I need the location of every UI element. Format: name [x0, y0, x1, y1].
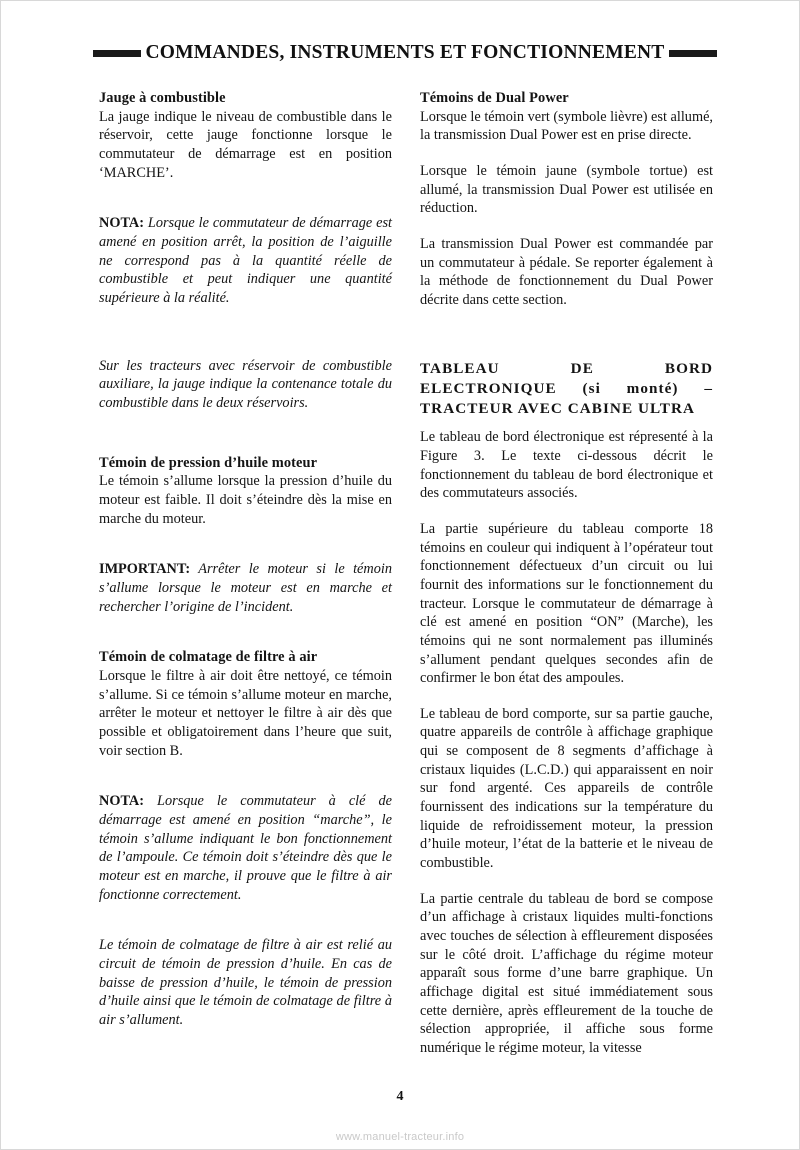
header-rule-right-icon	[669, 50, 717, 57]
right-column	[420, 89, 713, 1073]
spacer	[99, 631, 392, 648]
paragraph: La jauge indique le niveau de combustible dans le réservoir, cette jauge fonctionne lorsque le commutateur de démarrage est en position ‘MARCHE’.	[99, 108, 392, 181]
paragraph: Le tableau de bord comporte, sur sa partie gauche, quatre appareils de contrôle à affichage graphique qui se composent de 8 segments d’affichage à cristaux liquides (L.C.D.) qui apparaissent en noir sur fond argenté. Ces appareils de contrôle fournissent des indications sur la température du liquide de refroidissement moteur, la pression d’huile moteur, l’état de la batterie et le niveau de combustible.	[420, 705, 713, 872]
spacer	[99, 323, 392, 357]
watermark: www.manuel-tracteur.info	[335, 1131, 465, 1143]
note-paragraph	[99, 214, 392, 307]
section-heading: Témoin de colmatage de filtre à air	[99, 649, 318, 666]
spacer	[420, 688, 713, 705]
section-heading: Témoins de Dual Power	[420, 90, 569, 106]
paragraph: La partie centrale du tableau de bord se compose d’un affichage à cristaux liquides multi-fonctions avec touches de sélection à effleurement disposées sur le côté droit. L’affichage du régime moteur apparaît sous forme d’une barre graphique. Un affichage digital est situé immédiatement sous cette dernière, après effleurement de la touche de sélection appropriée, il affiche sous forme numérique le régime moteur, la vitesse	[420, 890, 713, 1056]
spacer	[99, 543, 392, 560]
section-temoin-pression-huile	[99, 454, 392, 529]
spacer	[99, 775, 392, 792]
section-tableau-de-bord-electronique	[420, 359, 713, 1058]
page-number: 4	[396, 1089, 404, 1104]
note-text: Arrêter le moteur si le témoin s’allume lorsque le moteur est en marche et rechercher l’origine de l’incident.	[99, 561, 392, 615]
spacer	[420, 873, 713, 890]
two-column-body	[99, 89, 713, 1073]
paragraph: Lorsque le témoin jaune (symbole tortue) est allumé, la transmission Dual Power est utilisée en réduction.	[420, 163, 713, 217]
spacer	[99, 919, 392, 936]
note-paragraph	[99, 792, 392, 904]
note-paragraph	[99, 560, 392, 616]
section-heading: Témoin de pression d’huile moteur	[99, 454, 318, 471]
note-air-filter-circuit	[99, 936, 392, 1029]
spacer	[420, 419, 713, 428]
note-label: NOTA:	[99, 215, 145, 232]
note-label: NOTA:	[99, 793, 145, 810]
section-heading: Jauge à combustible	[99, 90, 226, 106]
spacer	[420, 503, 713, 520]
spacer	[420, 145, 713, 162]
spacer	[99, 428, 392, 454]
page-header	[99, 39, 711, 67]
note-text: Lorsque le commutateur de démarrage est amené en position arrêt, la position de l’aiguille ne correspond pas à la quantité réelle de combustible et peut indiquer une quantité supérieure à la réalité.	[99, 215, 392, 306]
paragraph: Le tableau de bord électronique est répresenté à la Figure 3. Le texte ci-dessous décrit le fonctionnement du tableau de bord électronique et des commutateurs associés.	[420, 429, 713, 502]
note-text: Lorsque le commutateur à clé de démarrage est amené en position “marche”, le témoin s’allume indiquant le bon fonctionnement de l’ampoule. Ce témoin doit s’éteindre dès que le moteur est en marche, il prouve que le filtre à air fonctionne correctement.	[99, 793, 392, 903]
paragraph: Lorsque le filtre à air doit être nettoyé, ce témoin s’allume. Si ce témoin s’allume moteur en marche, arrêter le moteur et nettoyer le filtre à air dès que possible et obligatoirement dans l’heure que suit, voir section B.	[99, 667, 392, 759]
paragraph: Le témoin de colmatage de filtre à air est relié au circuit de témoin de pression d’huile. En cas de baisse de pression d’huile, le témoin de pression d’huile ainsi que le témoin de colmatage de filtre à air s’allument.	[99, 937, 392, 1028]
paragraph: Le témoin s’allume lorsque la pression d’huile du moteur est faible. Il doit s’éteindre dès la mise en marche du moteur.	[99, 473, 392, 527]
note-air-filter	[99, 792, 392, 904]
paragraph: Lorsque le témoin vert (symbole lièvre) est allumé, la transmission Dual Power est en prise directe.	[420, 108, 713, 144]
spacer	[420, 325, 713, 359]
paragraph: Sur les tracteurs avec réservoir de combustible auxiliare, la jauge indique la contenance totale du combustible dans le deux réservoirs.	[99, 357, 392, 411]
paragraph: La partie supérieure du tableau comporte 18 témoins en couleur qui indiquent à l’opérateur tout fonctionnement défectueux d’un circuit ou lui fournit des informations sur le fonctionnement du tracteur. Lorsque le commutateur de démarrage à clé est amené en position “ON” (Marche), les témoins qui ne sont normalement pas illuminés s’allument pendant quelques secondes afin de confirmer le bon état des ampoules.	[420, 520, 713, 687]
spacer	[99, 197, 392, 214]
paragraph: La transmission Dual Power est commandée par un commutateur à pédale. Se reporter également à la méthode de fonctionnement du Dual Power décrite dans cette section.	[420, 236, 713, 308]
page-title: COMMANDES, INSTRUMENTS ET FONCTIONNEMENT	[145, 42, 665, 64]
section-temoins-dual-power	[420, 89, 713, 310]
spacer	[420, 218, 713, 235]
note-label: IMPORTANT:	[99, 561, 191, 578]
major-section-heading: TABLEAU DE BORD ELECTRONIQUE (si monté) – TRACTEUR AVEC CABINE ULTRA	[420, 359, 713, 418]
note-auxiliary-tank	[99, 357, 392, 413]
section-temoin-colmatage-filtre	[99, 648, 392, 760]
note-fuel-gauge	[99, 214, 392, 307]
left-column	[99, 89, 392, 1073]
section-jauge-a-combustible	[99, 89, 392, 182]
header-rule-left-icon	[93, 50, 141, 57]
note-important-oil	[99, 560, 392, 616]
